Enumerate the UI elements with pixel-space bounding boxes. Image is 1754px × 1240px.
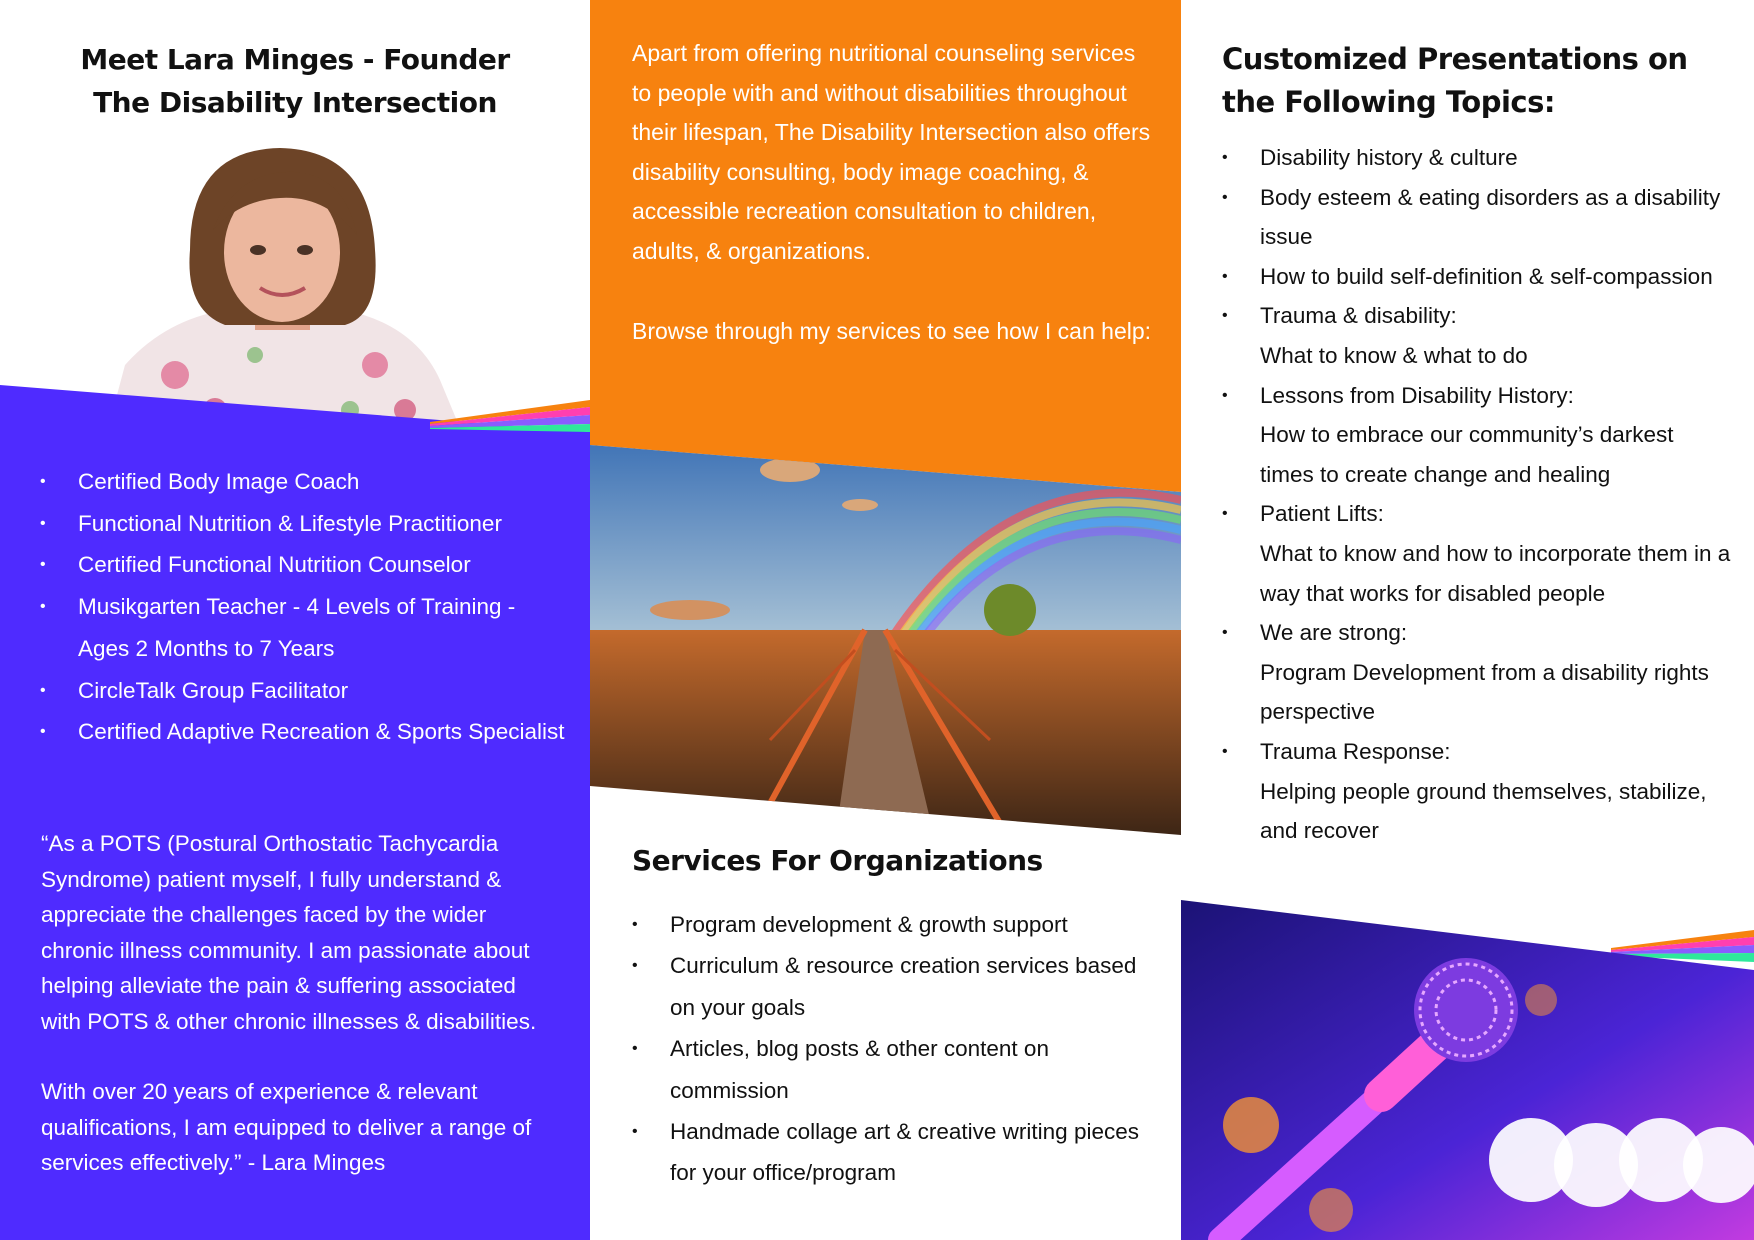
list-item bbox=[1222, 732, 1732, 851]
intro-paragraph-2: Browse through my services to see how I can help: bbox=[632, 317, 1152, 344]
topic-subtitle: Helping people ground themselves, stabilize, and recover bbox=[1260, 778, 1707, 844]
topics-list bbox=[1222, 138, 1732, 851]
services-list bbox=[632, 904, 1152, 1194]
list-item: • Certified Body Image Coach bbox=[40, 461, 570, 503]
list-item: • CircleTalk Group Facilitator bbox=[40, 670, 570, 712]
topic-title: Trauma & disability: bbox=[1260, 303, 1457, 329]
founder-title-line1: Meet Lara Minges - Founder bbox=[80, 43, 510, 76]
founder-panel bbox=[0, 0, 590, 1240]
rainbow-boardwalk-image bbox=[590, 440, 1181, 840]
topic-title: Disability history & culture bbox=[1260, 145, 1518, 170]
presentations-heading: Customized Presentations on the Following Topics: bbox=[1222, 42, 1688, 119]
intro-paragraph-1: Apart from offering nutritional counseling services to people with and without disabilities throughout their lifespan, The Disability Intersection also offers disability consulting, body image coaching, & accessible recreation consultation to children, adults, & organizations. bbox=[632, 40, 1151, 264]
topic-subtitle: What to know & what to do bbox=[1260, 342, 1528, 368]
topic-title: We are strong: bbox=[1260, 620, 1408, 646]
topic-title: Lessons from Disability History: bbox=[1260, 382, 1574, 408]
quote-paragraph-1: “As a POTS (Postural Orthostatic Tachycardia Syndrome) patient myself, I fully understand & appreciate the challenges faced by the wider chronic illness community. I am passionate about helping alleviate the pain & suffering associated with POTS & other chronic illnesses & disabilities. bbox=[41, 831, 537, 1034]
list-item bbox=[1222, 296, 1732, 375]
list-item: • Curriculum & resource creation services based on your goals bbox=[632, 945, 1152, 1028]
topic-subtitle: How to embrace our community’s darkest times to create change and healing bbox=[1260, 422, 1674, 487]
list-item bbox=[1222, 376, 1732, 495]
list-item: • Certified Adaptive Recreation & Sports Specialist bbox=[40, 711, 570, 753]
list-item: • Articles, blog posts & other content on commission bbox=[632, 1028, 1152, 1111]
list-item bbox=[1222, 494, 1732, 613]
list-item bbox=[1222, 138, 1732, 178]
qualifications-list bbox=[40, 461, 570, 753]
topic-subtitle: What to know and how to incorporate them in a way that works for disabled people bbox=[1260, 540, 1731, 606]
topic-subtitle: Program Development from a disability rights perspective bbox=[1260, 659, 1709, 725]
presentations-panel bbox=[1181, 0, 1754, 1240]
services-panel bbox=[590, 0, 1181, 1240]
list-item bbox=[1222, 178, 1732, 257]
topic-title: How to build self-definition & self-compassion bbox=[1260, 263, 1713, 289]
list-item: • Certified Functional Nutrition Counselor bbox=[40, 544, 570, 586]
services-heading: Services For Organizations bbox=[632, 844, 1043, 877]
list-item bbox=[1222, 257, 1732, 297]
list-item: • Musikgarten Teacher - 4 Levels of Training - Ages 2 Months to 7 Years bbox=[40, 586, 570, 669]
list-item bbox=[1222, 613, 1732, 732]
topic-title: Body esteem & eating disorders as a disability issue bbox=[1260, 184, 1721, 250]
topic-title: Patient Lifts: bbox=[1260, 501, 1384, 527]
list-item: • Handmade collage art & creative writing pieces for your office/program bbox=[632, 1111, 1152, 1194]
founder-quote bbox=[41, 826, 561, 1181]
founder-title-line2: The Disability Intersection bbox=[93, 86, 497, 119]
quote-paragraph-2: With over 20 years of experience & relevant qualifications, I am equipped to deliver a range of services effectively.” - Lara Minges bbox=[41, 1079, 532, 1175]
microphone-image bbox=[1181, 890, 1754, 1240]
topic-title: Trauma Response: bbox=[1260, 738, 1451, 764]
intro-text bbox=[632, 34, 1152, 351]
list-item: • Functional Nutrition & Lifestyle Practitioner bbox=[40, 503, 570, 545]
list-item: • Program development & growth support bbox=[632, 904, 1152, 945]
